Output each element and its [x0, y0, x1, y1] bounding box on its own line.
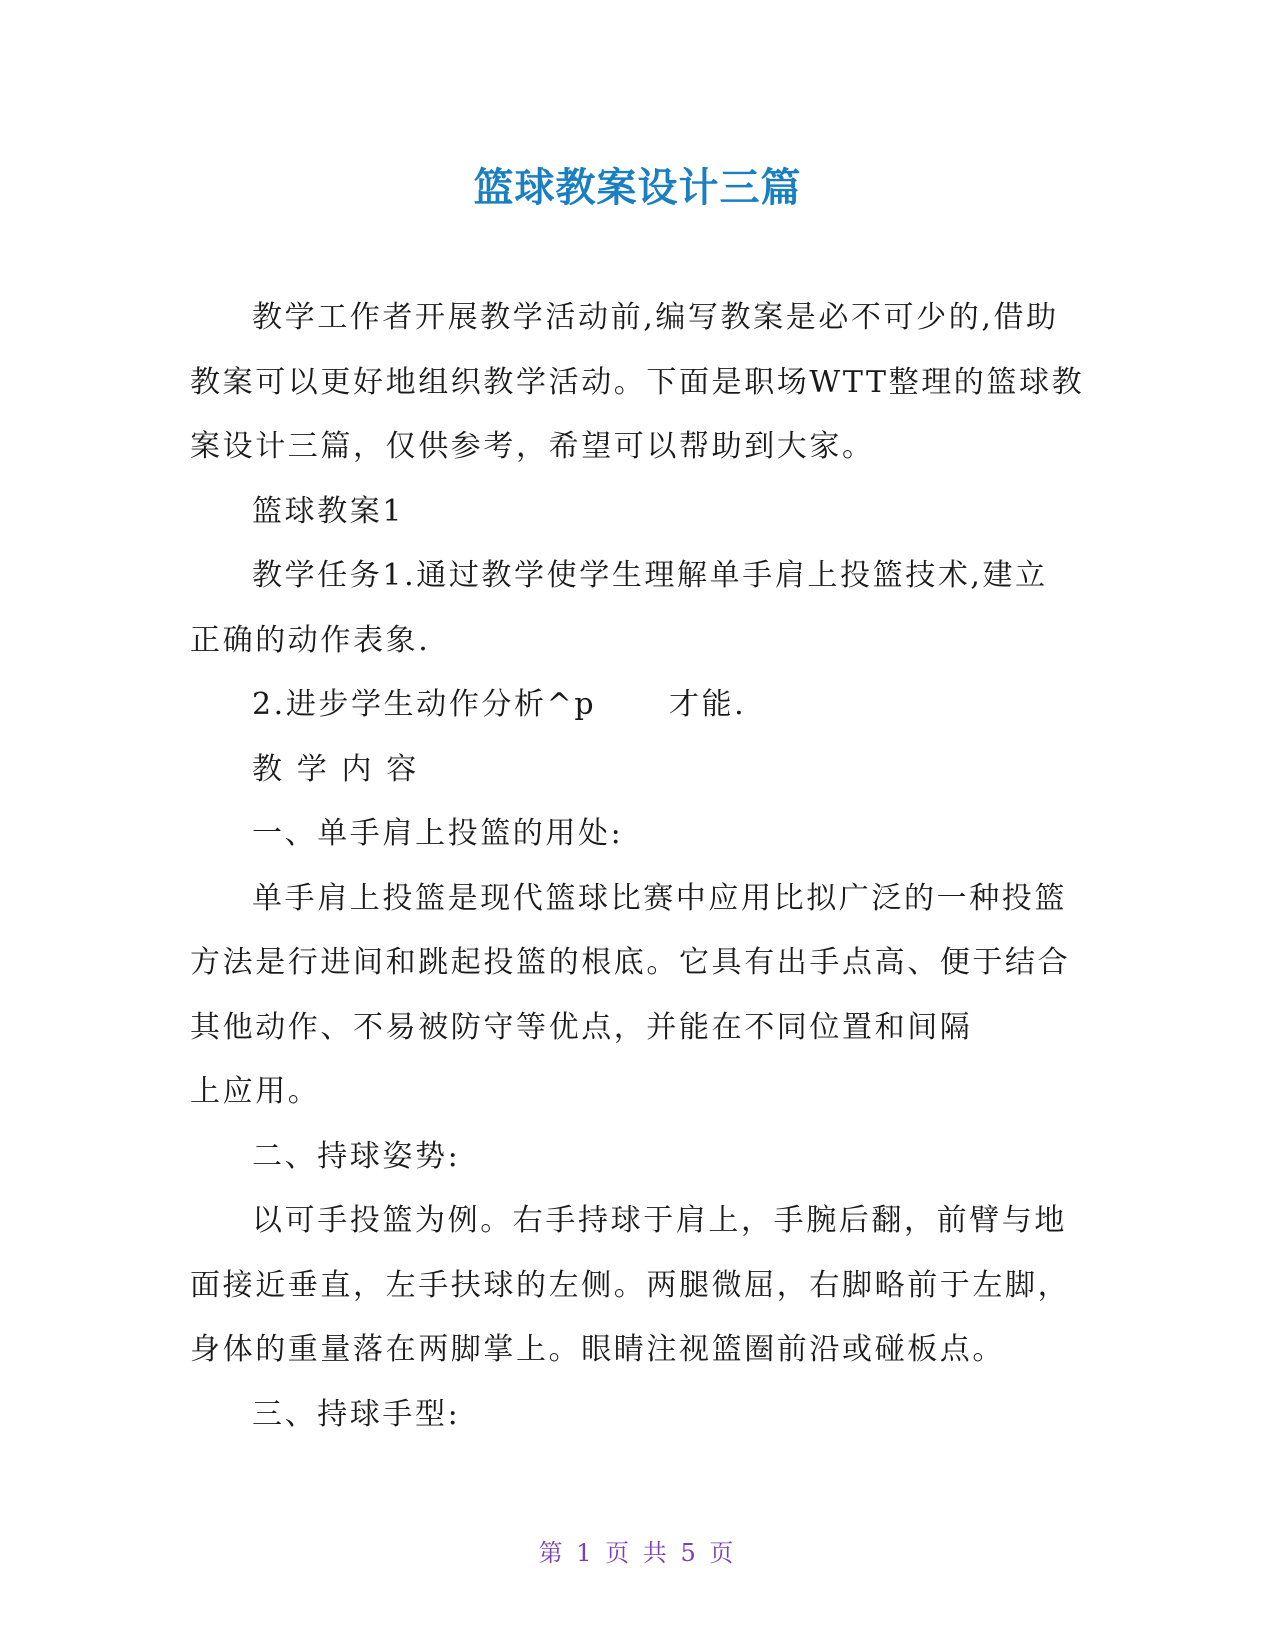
- section-heading: 三、持球手型:: [252, 1396, 461, 1432]
- text-line: 方法是行进间和跳起投篮的根底。它具有出手点高、便于结合: [190, 945, 1071, 980]
- text-line: 教学任务1.通过教学使学生理解单手肩上投篮技术,建立: [252, 558, 1048, 593]
- section-heading: 二、持球姿势:: [252, 1138, 461, 1174]
- page-number: 第 1 页 共 5 页: [538, 1539, 737, 1567]
- section-heading: 篮球教案1: [252, 493, 405, 529]
- text-line: 正确的动作表象.: [190, 622, 431, 658]
- text-line: 身体的重量落在两脚掌上。眼睛注视篮圈前沿或碰板点。: [190, 1332, 1005, 1367]
- text-line: 面接近垂直，左手扶球的左侧。两腿微屈，右脚略前于左脚，: [190, 1267, 1071, 1303]
- section-heading: 教 学 内 容: [252, 751, 419, 787]
- text-line: 教案可以更好地组织教学活动。下面是职场WTT整理的篮球教: [190, 364, 1085, 400]
- text-line: 案设计三篇，仅供参考，希望可以帮助到大家。: [190, 429, 875, 464]
- text-line: 其他动作、不易被防守等优点，并能在不同位置和间隔: [190, 1009, 973, 1045]
- document-body: [190, 286, 1090, 1447]
- text-line: 单手肩上投篮是现代篮球比赛中应用比拟广泛的一种投篮: [252, 880, 1067, 916]
- section-heading: 一、单手肩上投篮的用处:: [252, 816, 624, 851]
- text-line: 教学工作者开展教学活动前,编写教案是必不可少的,借助: [252, 300, 1059, 335]
- text-line: 2.进步学生动作分析^p 才能.: [252, 687, 747, 722]
- document-title: 篮球教案设计三篇: [473, 165, 802, 211]
- text-line: 上应用。: [190, 1074, 321, 1109]
- text-line: 以可手投篮为例。右手持球于肩上，手腕后翻，前臂与地: [252, 1203, 1067, 1238]
